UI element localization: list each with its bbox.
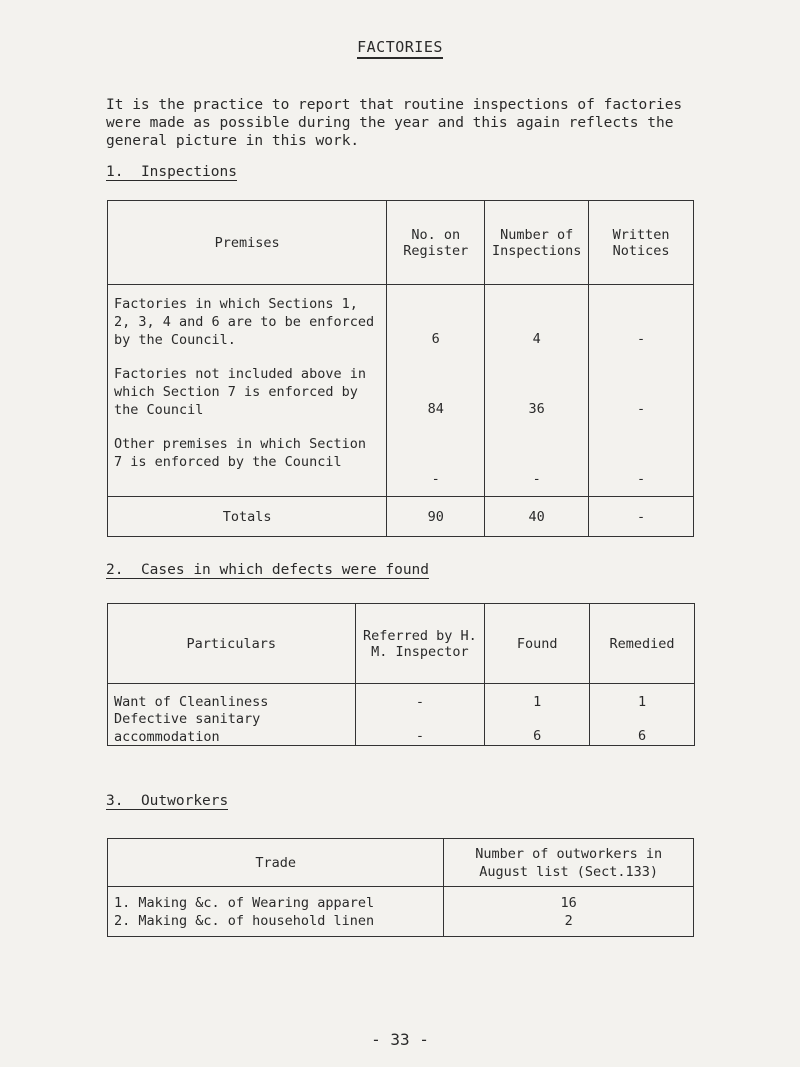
trade-row-2: 2. Making &c. of household linen <box>114 913 375 929</box>
inspections-row-2: 36 <box>528 401 545 417</box>
header-premises: Premises <box>108 201 387 285</box>
particulars-row-2: Defective sanitary accommodation <box>114 711 261 745</box>
totals-register: 90 <box>387 497 485 537</box>
remedied-row-2: 6 <box>637 728 647 744</box>
outworkers-row-2: 2 <box>564 913 573 929</box>
table-body-row <box>108 285 694 497</box>
header-outworkers: Number of outworkers in August list (Sect.133) <box>444 839 694 887</box>
premises-row-1: Factories in which Sections 1, 2, 3, 4 and 6 are to be enforced by the Council. <box>114 296 375 348</box>
register-row-2: 84 <box>427 401 444 417</box>
referred-row-2: - <box>415 728 424 744</box>
inspections-row-1: 4 <box>532 331 541 347</box>
outworkers-row-1: 16 <box>560 895 577 911</box>
header-referred: Referred by H. M. Inspector <box>355 604 485 684</box>
defects-table <box>107 603 695 746</box>
table-body-row <box>108 684 695 746</box>
register-row-1: 6 <box>431 331 440 347</box>
section-3-heading: 3. Outworkers <box>106 793 229 809</box>
totals-notices: - <box>589 497 694 537</box>
totals-row <box>108 497 694 537</box>
header-notices: Written Notices <box>589 201 694 285</box>
notices-row-2: - <box>637 401 646 417</box>
register-row-3: - <box>431 471 440 487</box>
header-inspections: Number of Inspections <box>485 201 589 285</box>
section-1-heading: 1. Inspections <box>106 164 237 180</box>
page-title: FACTORIES <box>0 38 800 56</box>
header-found: Found <box>485 604 590 684</box>
referred-row-1: - <box>415 694 424 710</box>
section-2-heading: 2. Cases in which defects were found <box>106 562 430 578</box>
header-particulars: Particulars <box>108 604 356 684</box>
header-remedied: Remedied <box>590 604 695 684</box>
premises-row-3: Other premises in which Section 7 is enforced by the Council <box>114 436 366 470</box>
header-register: No. on Register <box>387 201 485 285</box>
premises-row-2: Factories not included above in which Section 7 is enforced by the Council <box>114 366 366 418</box>
found-row-1: 1 <box>533 694 542 710</box>
remedied-row-1: 1 <box>637 694 647 710</box>
intro-paragraph: It is the practice to report that routine inspections of factories were made as possible during the year and this again reflects the general picture in this work. <box>106 97 683 149</box>
header-trade: Trade <box>108 839 444 887</box>
inspections-row-3: - <box>532 471 541 487</box>
page-number: - 33 - <box>371 1030 429 1049</box>
notices-row-3: - <box>637 471 646 487</box>
table-body-row <box>108 887 694 937</box>
notices-row-1: - <box>637 331 646 347</box>
particulars-row-1: Want of Cleanliness <box>114 694 269 710</box>
found-row-2: 6 <box>533 728 542 744</box>
totals-label: Totals <box>108 497 387 537</box>
outworkers-table <box>107 838 694 937</box>
table-header-row <box>108 839 694 887</box>
table-header-row <box>108 604 695 684</box>
totals-inspections: 40 <box>485 497 589 537</box>
table-header-row <box>108 201 694 285</box>
trade-row-1: 1. Making &c. of Wearing apparel <box>114 895 375 911</box>
inspections-table <box>107 200 694 537</box>
